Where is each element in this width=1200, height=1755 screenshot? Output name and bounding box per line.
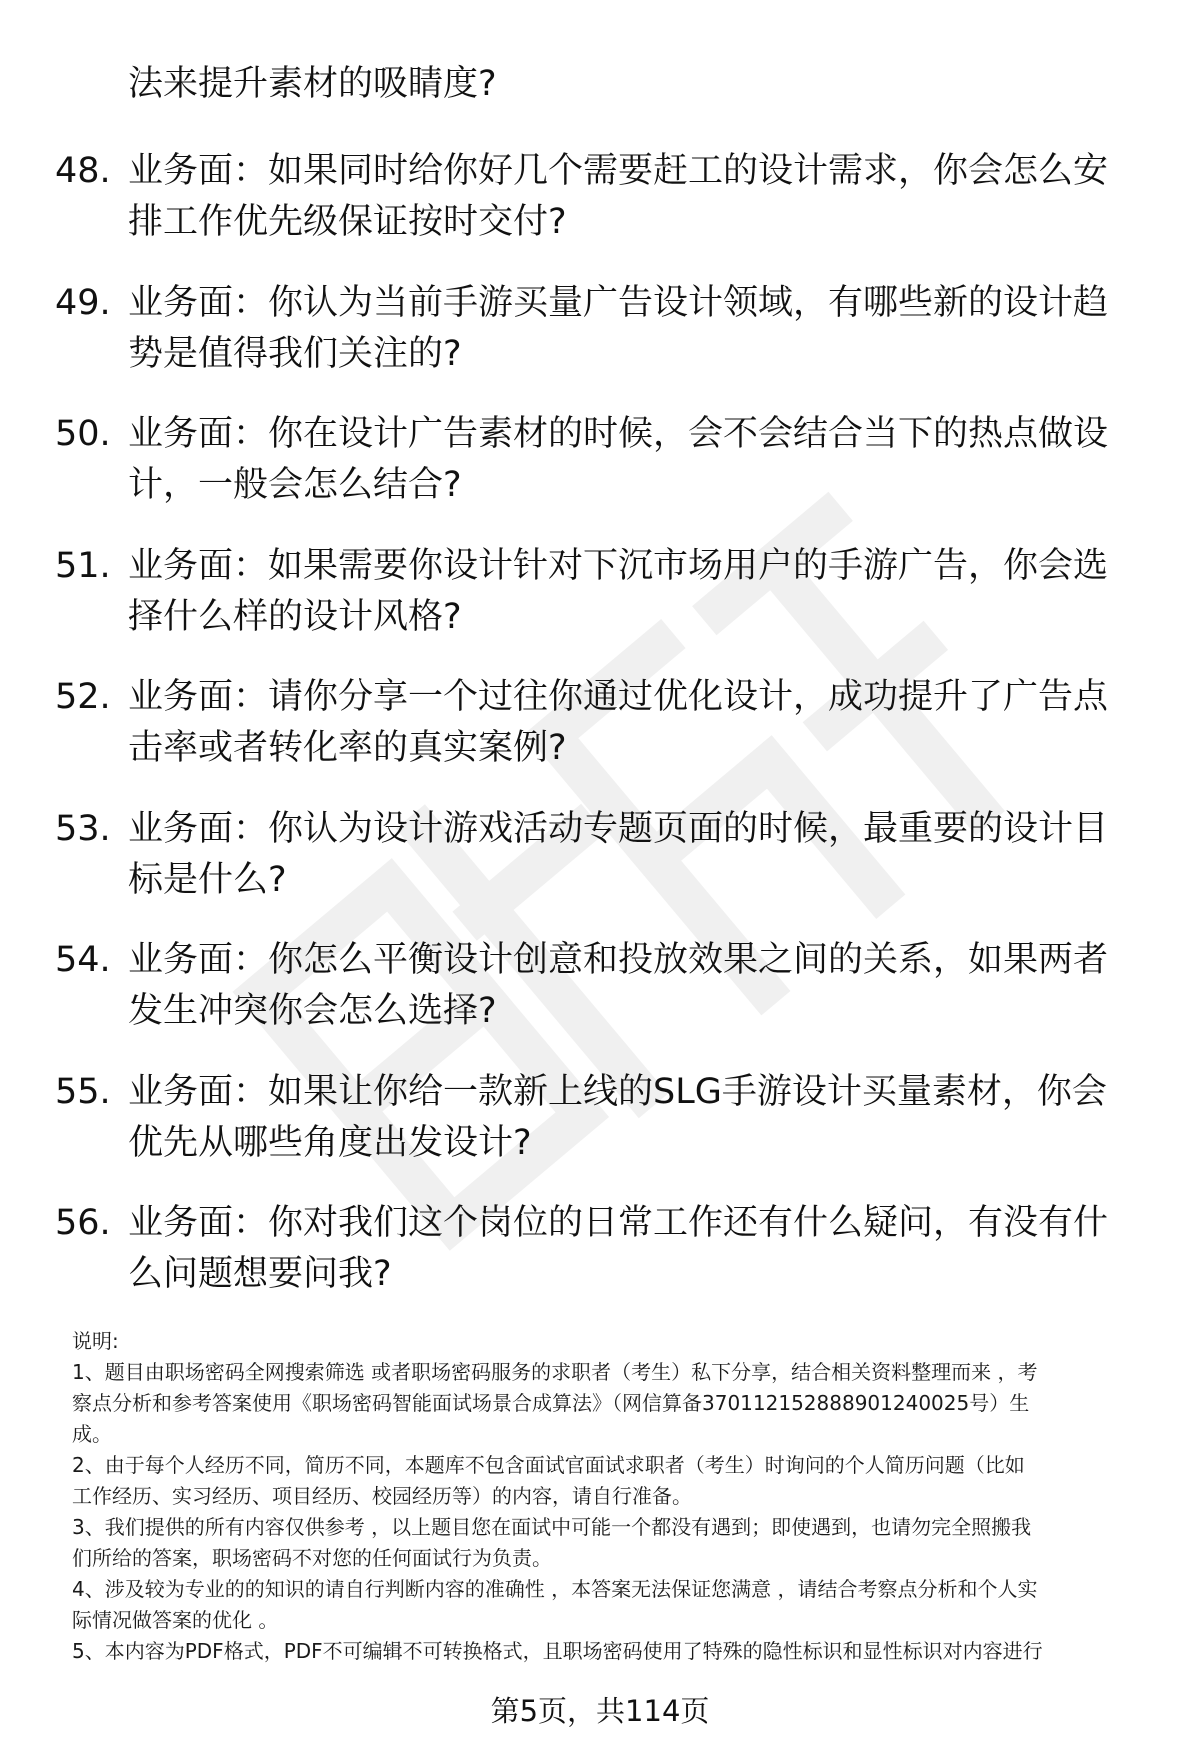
note-line: 工作经历、实习经历、项目经历、校园经历等）的内容，请自行准备。	[72, 1484, 692, 1508]
page-number-footer: 第5页，共114页	[490, 1694, 710, 1728]
note-line: 2、由于每个人经历不同，简历不同，本题库不包含面试官面试求职者（考生）时询问的个人简历问题（比如	[72, 1453, 1025, 1477]
question-number: 51.	[55, 545, 111, 586]
question-line: 业务面：如果同时给你好几个需要赶工的设计需求，你会怎么安	[128, 151, 1109, 191]
question-text	[128, 278, 1138, 380]
question-line: 发生冲突你会怎么选择?	[128, 991, 497, 1031]
question-number: 54.	[55, 940, 111, 980]
question-text	[128, 409, 1138, 511]
question-list	[55, 146, 1155, 1330]
question-text	[128, 1198, 1138, 1300]
note-line: 成。	[72, 1422, 112, 1446]
note-line: 察点分析和参考答案使用《职场密码智能面试场景合成算法》（网信算备370112152888901240025号）生	[72, 1391, 1030, 1415]
question-item	[55, 1198, 1155, 1330]
question-line: 业务面：你认为当前手游买量广告设计领域，有哪些新的设计趋	[128, 282, 1109, 323]
question-number: 56.	[55, 1203, 111, 1243]
question-text	[128, 804, 1138, 906]
question-item	[55, 672, 1155, 804]
note-line: 1、题目由职场密码全网搜索筛选 或者职场密码服务的求职者（考生）私下分享，结合相关资料整理而来 ，考	[72, 1360, 1038, 1384]
question-line: 业务面：请你分享一个过往你通过优化设计，成功提升了广告点	[128, 677, 1109, 717]
question-text	[128, 1067, 1138, 1169]
question-item	[55, 278, 1155, 410]
question-text	[128, 541, 1138, 643]
question-line: 业务面：如果让你给一款新上线的SLG手游设计买量素材，你会	[128, 1071, 1107, 1112]
question-item	[55, 409, 1155, 541]
question-number: 52.	[55, 677, 111, 717]
question-number: 55.	[55, 1071, 111, 1112]
question-text	[128, 672, 1138, 774]
question-item	[55, 804, 1155, 936]
question-number: 48.	[55, 151, 111, 191]
note-line: 4、涉及较为专业的的知识的请自行判断内容的准确性 ，本答案无法保证您满意 ，请结合考察点分析和个人实	[72, 1577, 1038, 1601]
notes-title: 说明:	[72, 1329, 119, 1353]
notes-section	[72, 1326, 1157, 1667]
continued-question-text: 法来提升素材的吸睛度?	[128, 64, 497, 104]
question-line: 业务面：你认为设计游戏活动专题页面的时候，最重要的设计目	[128, 808, 1109, 849]
question-line: 业务面：你怎么平衡设计创意和投放效果之间的关系，如果两者	[128, 940, 1109, 980]
question-item	[55, 541, 1155, 673]
question-item	[55, 935, 1155, 1067]
question-item	[55, 146, 1155, 278]
question-line: 么问题想要问我?	[128, 1254, 392, 1294]
note-line: 们所给的答案，职场密码不对您的任何面试行为负责。	[72, 1546, 552, 1570]
question-text	[128, 935, 1138, 1037]
question-item	[55, 1067, 1155, 1199]
question-line: 排工作优先级保证按时交付?	[128, 202, 567, 242]
note-line: 5、本内容为PDF格式，PDF不可编辑不可转换格式，且职场密码使用了特殊的隐性标识和显性标识对内容进行	[72, 1639, 1043, 1663]
note-line: 3、我们提供的所有内容仅供参考 ，以上题目您在面试中可能一个都没有遇到；即使遇到，也请勿完全照搬我	[72, 1515, 1032, 1539]
question-line: 业务面：如果需要你设计针对下沉市场用户的手游广告，你会选	[128, 545, 1109, 586]
question-line: 业务面：你对我们这个岗位的日常工作还有什么疑问，有没有什	[128, 1203, 1109, 1243]
question-line: 优先从哪些角度出发设计?	[128, 1122, 532, 1163]
question-number: 49.	[55, 282, 111, 323]
question-line: 势是值得我们关注的?	[128, 333, 462, 374]
question-number: 50.	[55, 414, 111, 454]
question-number: 53.	[55, 808, 111, 849]
question-line: 计，一般会怎么结合?	[128, 465, 462, 505]
question-line: 业务面：你在设计广告素材的时候，会不会结合当下的热点做设	[128, 414, 1109, 454]
question-line: 击率或者转化率的真实案例?	[128, 728, 567, 768]
question-line: 择什么样的设计风格?	[128, 596, 462, 637]
question-text	[128, 146, 1138, 248]
question-line: 标是什么?	[128, 859, 287, 900]
note-line: 际情况做答案的优化 。	[72, 1608, 279, 1632]
